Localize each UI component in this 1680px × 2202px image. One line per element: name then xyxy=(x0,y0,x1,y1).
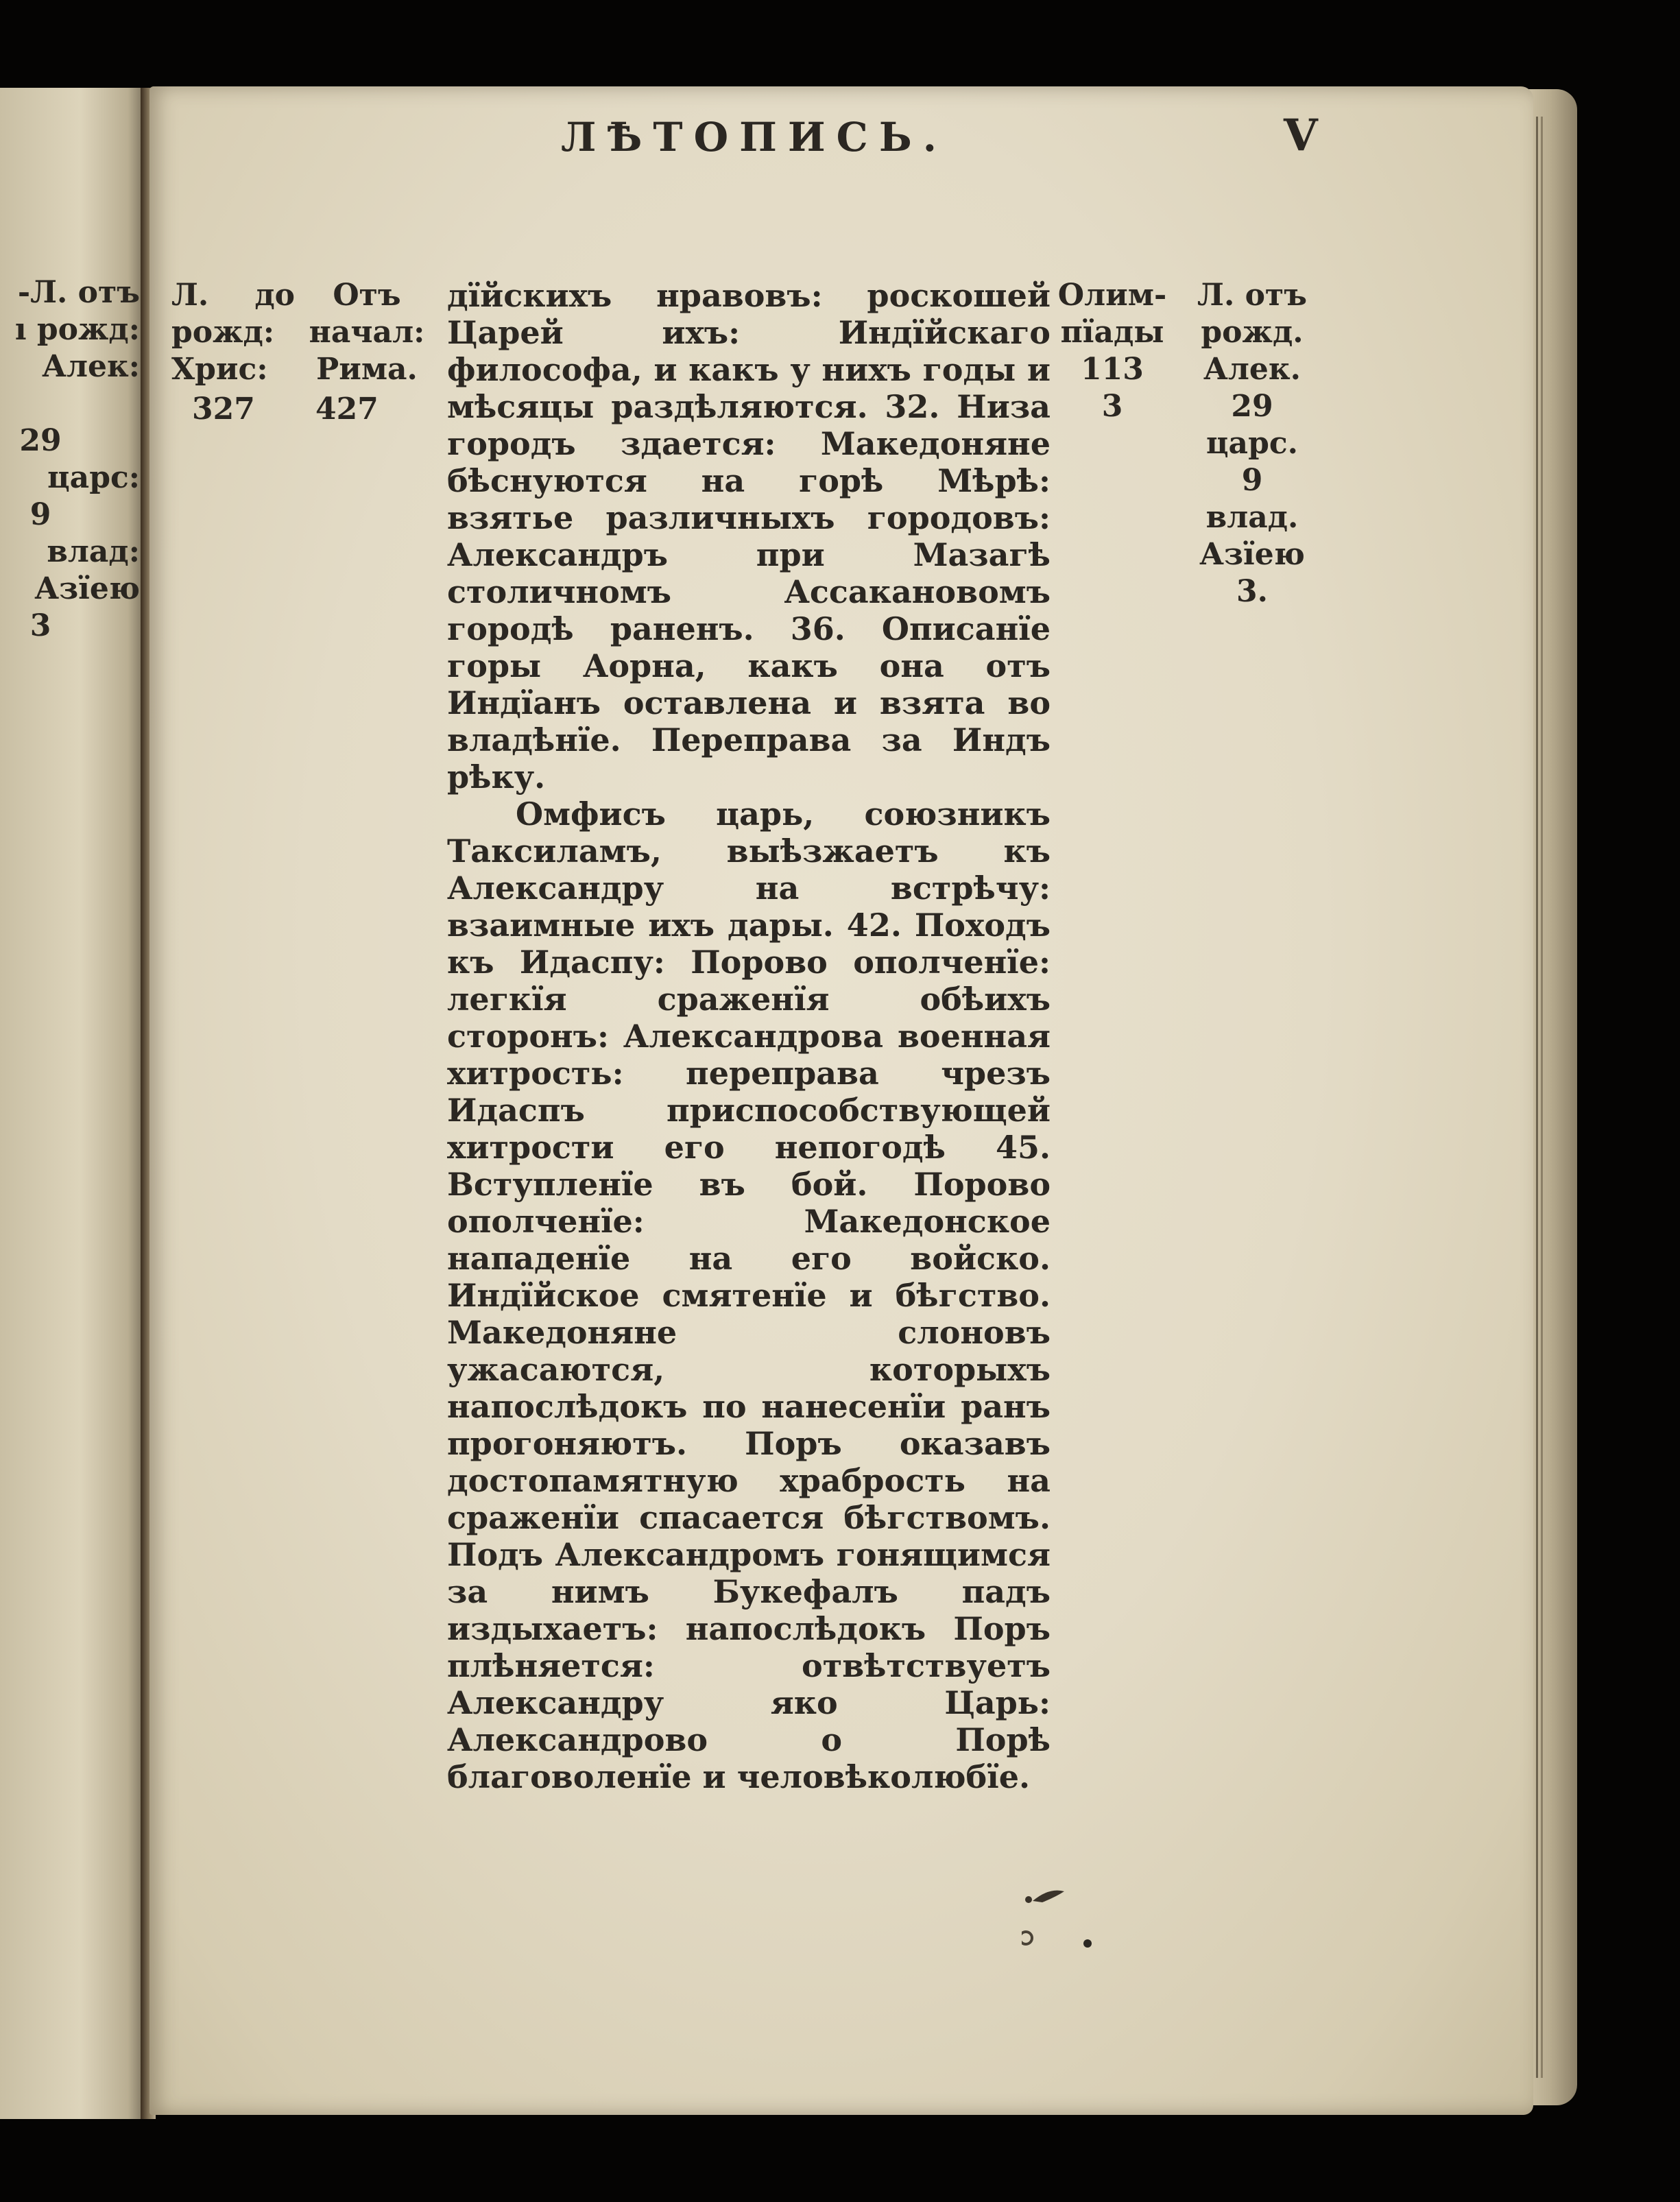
page-number: V xyxy=(1284,110,1318,161)
facing-line: Азїею xyxy=(34,571,140,606)
running-head: ЛѢТОПИСЬ. xyxy=(561,114,948,160)
facing-line: -Л. отъ xyxy=(17,275,140,310)
column-line: Алек. xyxy=(1203,352,1301,387)
facing-line: влад: xyxy=(47,534,140,569)
column-line: 3. xyxy=(1236,574,1268,609)
column-line: Л. отъ xyxy=(1197,278,1307,313)
column-header-line: Рима. xyxy=(316,352,418,387)
column-line: рожд. xyxy=(1201,315,1304,350)
olympiad-number: 113 xyxy=(1081,352,1144,387)
facing-line: царс: xyxy=(47,460,140,495)
facing-line: 29 xyxy=(19,423,62,458)
column-line: 9 xyxy=(1241,463,1263,498)
column-header-line: пїады xyxy=(1060,315,1164,350)
column-header-line: Отъ xyxy=(333,278,401,313)
column-header-line: начал: xyxy=(309,315,425,350)
year-value: 427 xyxy=(315,392,379,427)
years-from-rome-column xyxy=(302,277,432,428)
year-value: 327 xyxy=(192,392,255,427)
alexander-column xyxy=(1184,277,1321,610)
facing-line: 9 xyxy=(29,497,51,532)
olympiad-column xyxy=(1051,277,1174,425)
ink-blot-mark xyxy=(1022,1879,1104,1954)
text-paragraph: Омфисъ царь, союзникъ Таксиламъ, выѣзжаетъ къ Александру на встрѣчу: взаимные ихъ дары. 42. Походъ къ Идаспу: Порово ополченїе: легкїя сраженїя обѣихъ сторонъ: Александрова военная хитрость: переправа чрезъ Идаспъ приспособствующей хитрости его непогодѣ 45. Вступленїе въ бой. Порово ополченїе: Македонское нападенїе на его войско. Индїйское смятенїе и бѣгство. Македоняне слоновъ ужасаются, которыхъ напослѣдокъ по нанесенїи ранъ прогоняютъ. Поръ оказавъ достопамятную храбрость на сраженїи спасается бѣгствомъ. Подъ Александромъ гонящимся за нимъ Букефалъ падъ издыхаетъ: напослѣдокъ Поръ плѣняется: отвѣтствуетъ Александру яко Царь: Александрово о Порѣ благоволенїе и человѣколюбїе. xyxy=(447,795,1051,1795)
facing-line: ı рожд: xyxy=(14,312,140,347)
chronicle-text xyxy=(447,277,1051,1795)
olympiad-year: 3 xyxy=(1101,389,1123,424)
facing-line: Алек: xyxy=(42,349,140,384)
column-header-line: Л. до xyxy=(171,278,295,313)
column-line: Азїею xyxy=(1199,537,1305,572)
facing-page-column xyxy=(0,274,140,645)
column-line: царс. xyxy=(1206,426,1298,461)
column-line: влад. xyxy=(1205,500,1299,535)
text-paragraph: дїйскихъ нравовъ: роскошей Царей ихъ: Индїйскаго философа, и какъ у нихъ годы и мѣсяцы раздѣляются. 32. Низа городъ здается: Македоняне бѣснуются на горѣ Мѣрѣ: взятье различныхъ городовъ: Александръ при Мазагѣ столичномъ Ассакановомъ городѣ раненъ. 36. Описанїе горы Аорна, какъ она отъ Индїанъ оставлена и взята во владѣнїе. Переправа за Индъ рѣку. xyxy=(447,277,1051,795)
column-header-line: Олим- xyxy=(1057,278,1167,313)
facing-page xyxy=(0,88,145,2119)
column-header-line: рожд: xyxy=(171,315,275,350)
facing-line: 3 xyxy=(29,608,51,643)
facing-spacer xyxy=(0,385,140,422)
years-before-christ-column xyxy=(171,277,295,428)
column-line: 29 xyxy=(1231,389,1273,424)
column-header-line: Хрис: xyxy=(171,352,268,387)
